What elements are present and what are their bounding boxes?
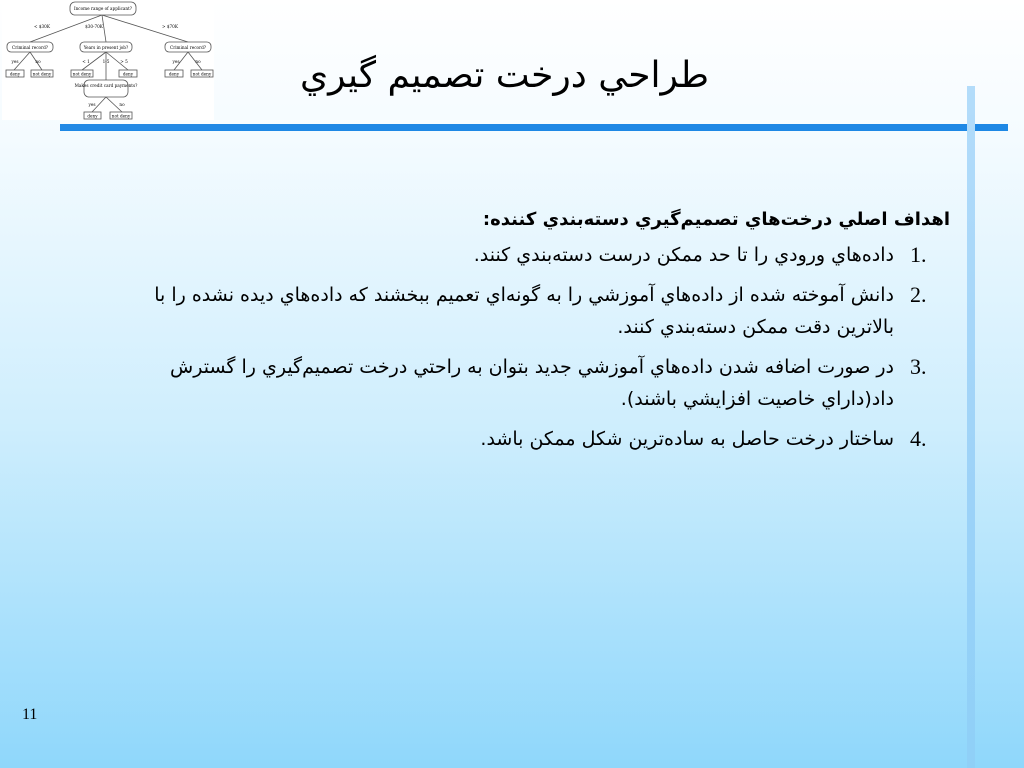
tree-branch-label: yes: [88, 102, 96, 107]
tree-leaf-label: deny: [87, 113, 98, 119]
tree-branch-label: no: [119, 102, 125, 107]
list-item-number: 2.: [910, 282, 927, 307]
tree-leaf-label: deny: [168, 71, 180, 77]
tree-node-label: Makes credit card payments?: [74, 83, 138, 88]
list-item: [112, 239, 950, 271]
tree-leaf-label: not deny: [32, 71, 52, 77]
tree-leaf-label: deny: [122, 71, 134, 77]
list-item: [112, 423, 950, 455]
tree-node-label: Criminal record?: [170, 45, 206, 50]
tree-branch-label: < $30K: [34, 24, 50, 29]
tree-branch-label: $30-70K: [85, 24, 103, 29]
tree-branch-label: > 5: [120, 59, 128, 64]
tree-branch-label: 1-5: [102, 59, 110, 64]
content-heading: اهداف اصلي درخت‌هاي تصميم‌گيري دسته‌بندي كننده:: [482, 209, 950, 230]
title-underline-bar: [60, 124, 1008, 131]
tree-node-label: Criminal record?: [12, 45, 48, 50]
slide-content: [112, 205, 950, 463]
list-item-text: در صورت اضافه شدن داده‌هاي آموزشي جديد بتوان به راحتي درخت تصميم‌گيري را گسترش داد(داراي خاصيت افزايشي باشند).: [170, 356, 894, 410]
tree-branch-label: > $70K: [162, 24, 178, 29]
decision-tree-diagram: [2, 0, 214, 120]
list-item-text: ساختار درخت حاصل به ساده‌ترين شكل ممكن باشد.: [480, 428, 894, 450]
list-item-number: 4.: [910, 426, 927, 451]
list-item-text: داده‌هاي ورودي را تا حد ممكن درست دسته‌بندي كنند.: [473, 244, 894, 266]
tree-branch-label: yes: [172, 59, 180, 64]
list-item: [112, 351, 950, 415]
tree-root-label: Income range of applicant?: [73, 6, 133, 11]
tree-leaf-label: deny: [9, 71, 21, 77]
list-item-number: 3.: [910, 354, 927, 379]
tree-branch-label: yes: [11, 59, 19, 64]
tree-branch-label: < 1: [82, 59, 90, 64]
list-item-text: دانش آموخته شده از داده‌هاي آموزشي را به گونه‌اي تعميم ببخشند كه داده‌هاي ديده نشده را با بالاترين دقت ممكن دسته‌بندي كنند.: [154, 284, 894, 338]
slide-title: [300, 52, 820, 100]
list-item: [112, 279, 950, 343]
page-number: 11: [22, 706, 38, 723]
tree-leaf-label: not deny: [72, 71, 92, 77]
slide-title-text: طراحي درخت تصميم گيري: [300, 55, 710, 96]
tree-branch-label: no: [195, 59, 201, 64]
tree-node-label: Years in present job?: [83, 45, 129, 50]
tree-leaf-label: not deny: [111, 113, 131, 119]
vertical-accent-bar: [967, 86, 975, 768]
decision-tree-thumbnail: [2, 0, 214, 120]
tree-leaf-label: not deny: [192, 71, 212, 77]
tree-branch-label: no: [35, 59, 41, 64]
goals-list: [112, 239, 950, 455]
list-item-number: 1.: [910, 242, 927, 267]
